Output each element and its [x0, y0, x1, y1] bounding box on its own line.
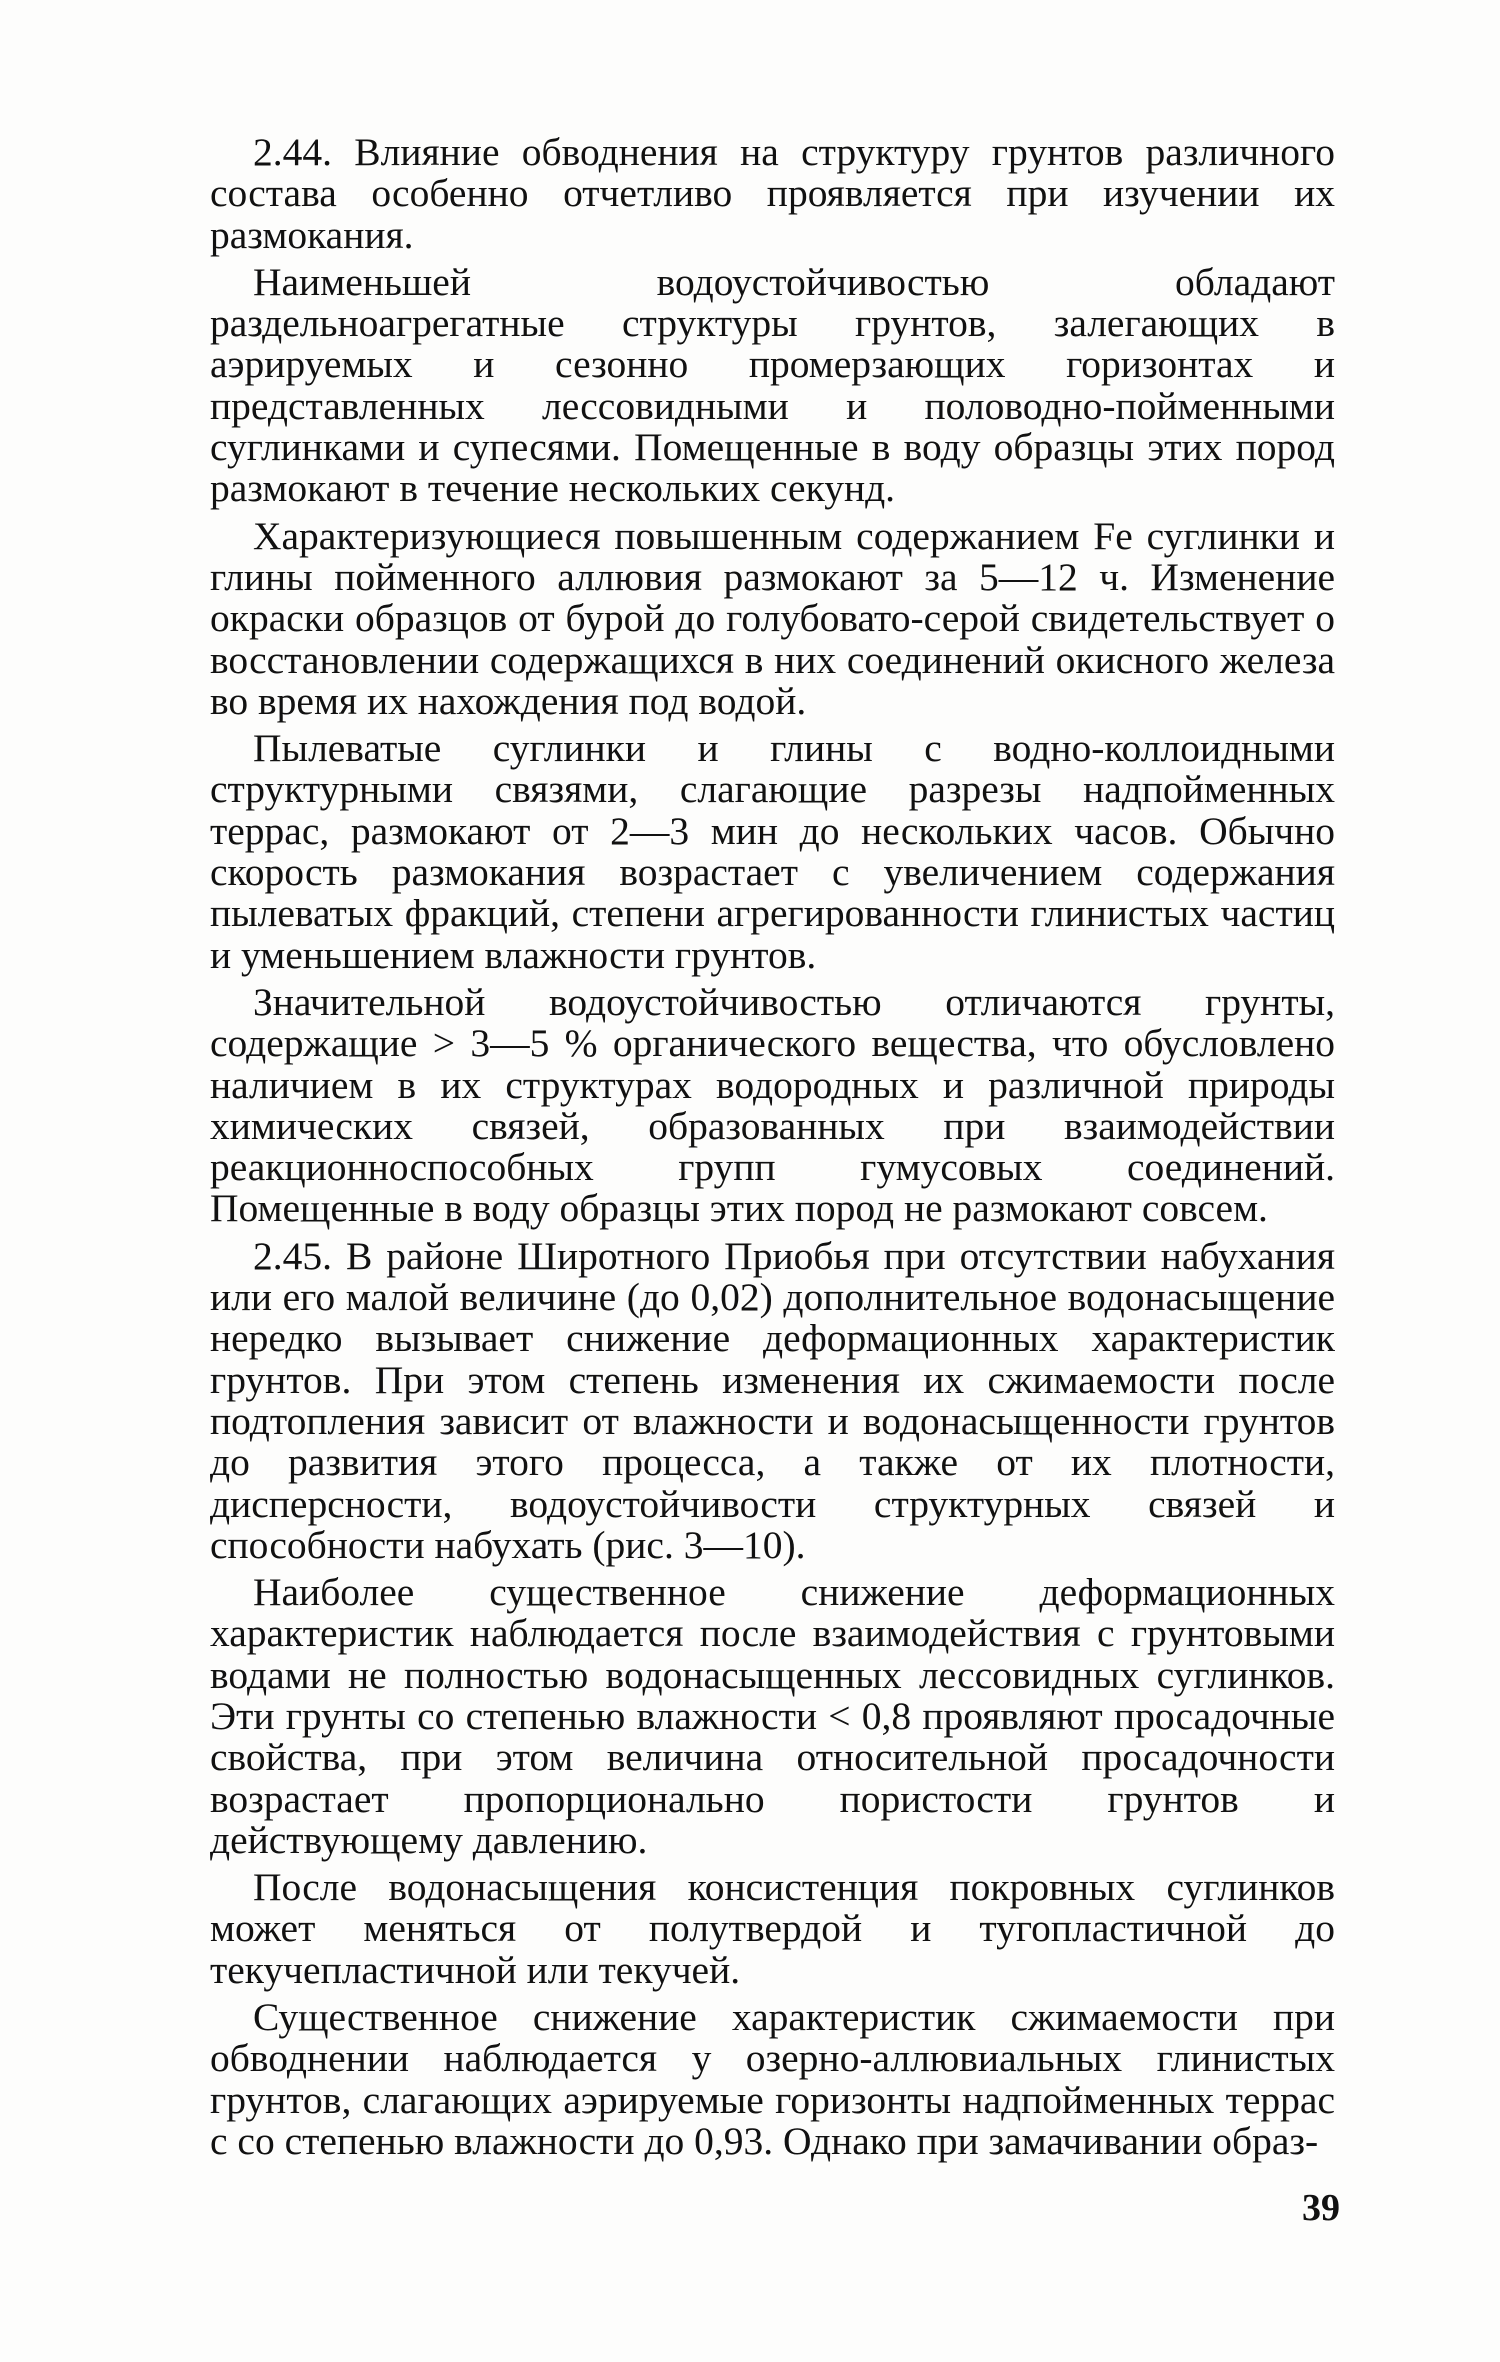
- paragraph-organic-matter: Значительной водоустойчивостью отличаются грунты, содержащие > 3—5 % органического вещества, что обусловлено наличием в их структурах водородных и различной природы химических связей, образованных при взаимодействии реакционноспособных групп гумусовых соединений. Помещенные в воду образцы этих пород не размокают совсем.: [210, 979, 1335, 1231]
- paragraph-low-water-resistance: Наименьшей водоустойчивостью обладают раздельноагрегатные структуры грунтов, залегающих в аэрируемых и сезонно промерзающих горизонтах и представленных лессовидными и половодно-пойменными суглинками и супесями. Помещенные в воду образцы этих пород размокают в течение нескольких секунд.: [210, 259, 1335, 511]
- paragraph-2-44-intro: 2.44. Влияние обводнения на структуру грунтов различного состава особенно отчетливо проявляется при изучении их размокания.: [210, 130, 1335, 257]
- paragraph-silty-loams: Пылеватые суглинки и глины с водно-коллоидными структурными связями, слагающие разрезы надпойменных террас, размокают от 2—3 мин до нескольких часов. Обычно скорость размокания возрастает с увеличением содержания пылеватых фракций, степени агрегированности глинистых частиц и уменьшением влажности грунтов.: [210, 726, 1335, 977]
- paragraph-iron-content: Характеризующиеся повышенным содержанием Fe суглинки и глины пойменного аллювия размокают за 5—12 ч. Изменение окраски образцов от бурой до голубовато-серой свидетельствует о восстановлении содержащихся в них соединений окисного железа во время их нахождения под водой.: [210, 513, 1335, 723]
- paragraph-consistency: После водонасыщения консистенция покровных суглинков может меняться от полутвердой и тугопластичной до текучепластичной или текучей.: [210, 1865, 1335, 1992]
- page-number: 39: [1302, 2187, 1340, 2229]
- paragraph-2-45-ob-region: 2.45. В районе Широтного Приобья при отсутствии набухания или его малой величине (до 0,02) дополнительное водонасыщение нередко вызывает снижение деформационных характеристик грунтов. При этом степень изменения их сжимаемости после подтопления зависит от влажности и водонасыщенности грунтов до развития этого процесса, а также от их плотности, дисперсности, водоустойчивости структурных связей и способности набухать (рис. 3—10).: [210, 1233, 1335, 1567]
- paragraph-loess-loams: Наиболее существенное снижение деформационных характеристик наблюдается после взаимодействия с грунтовыми водами не полностью водонасыщенных лессовидных суглинков. Эти грунты со степенью влажности < 0,8 проявляют просадочные свойства, при этом величина относительной просадочности возрастает пропорционально пористости грунтов и действующему давлению.: [210, 1570, 1335, 1862]
- paragraph-lake-alluvial: Существенное снижение характеристик сжимаемости при обводнении наблюдается у озерно-аллювиальных глинистых грунтов, слагающих аэрируемые горизонты надпойменных террас с со степенью влажности до 0,93. Однако при замачивании образ-: [210, 1995, 1335, 2163]
- body-text: [210, 132, 1335, 2168]
